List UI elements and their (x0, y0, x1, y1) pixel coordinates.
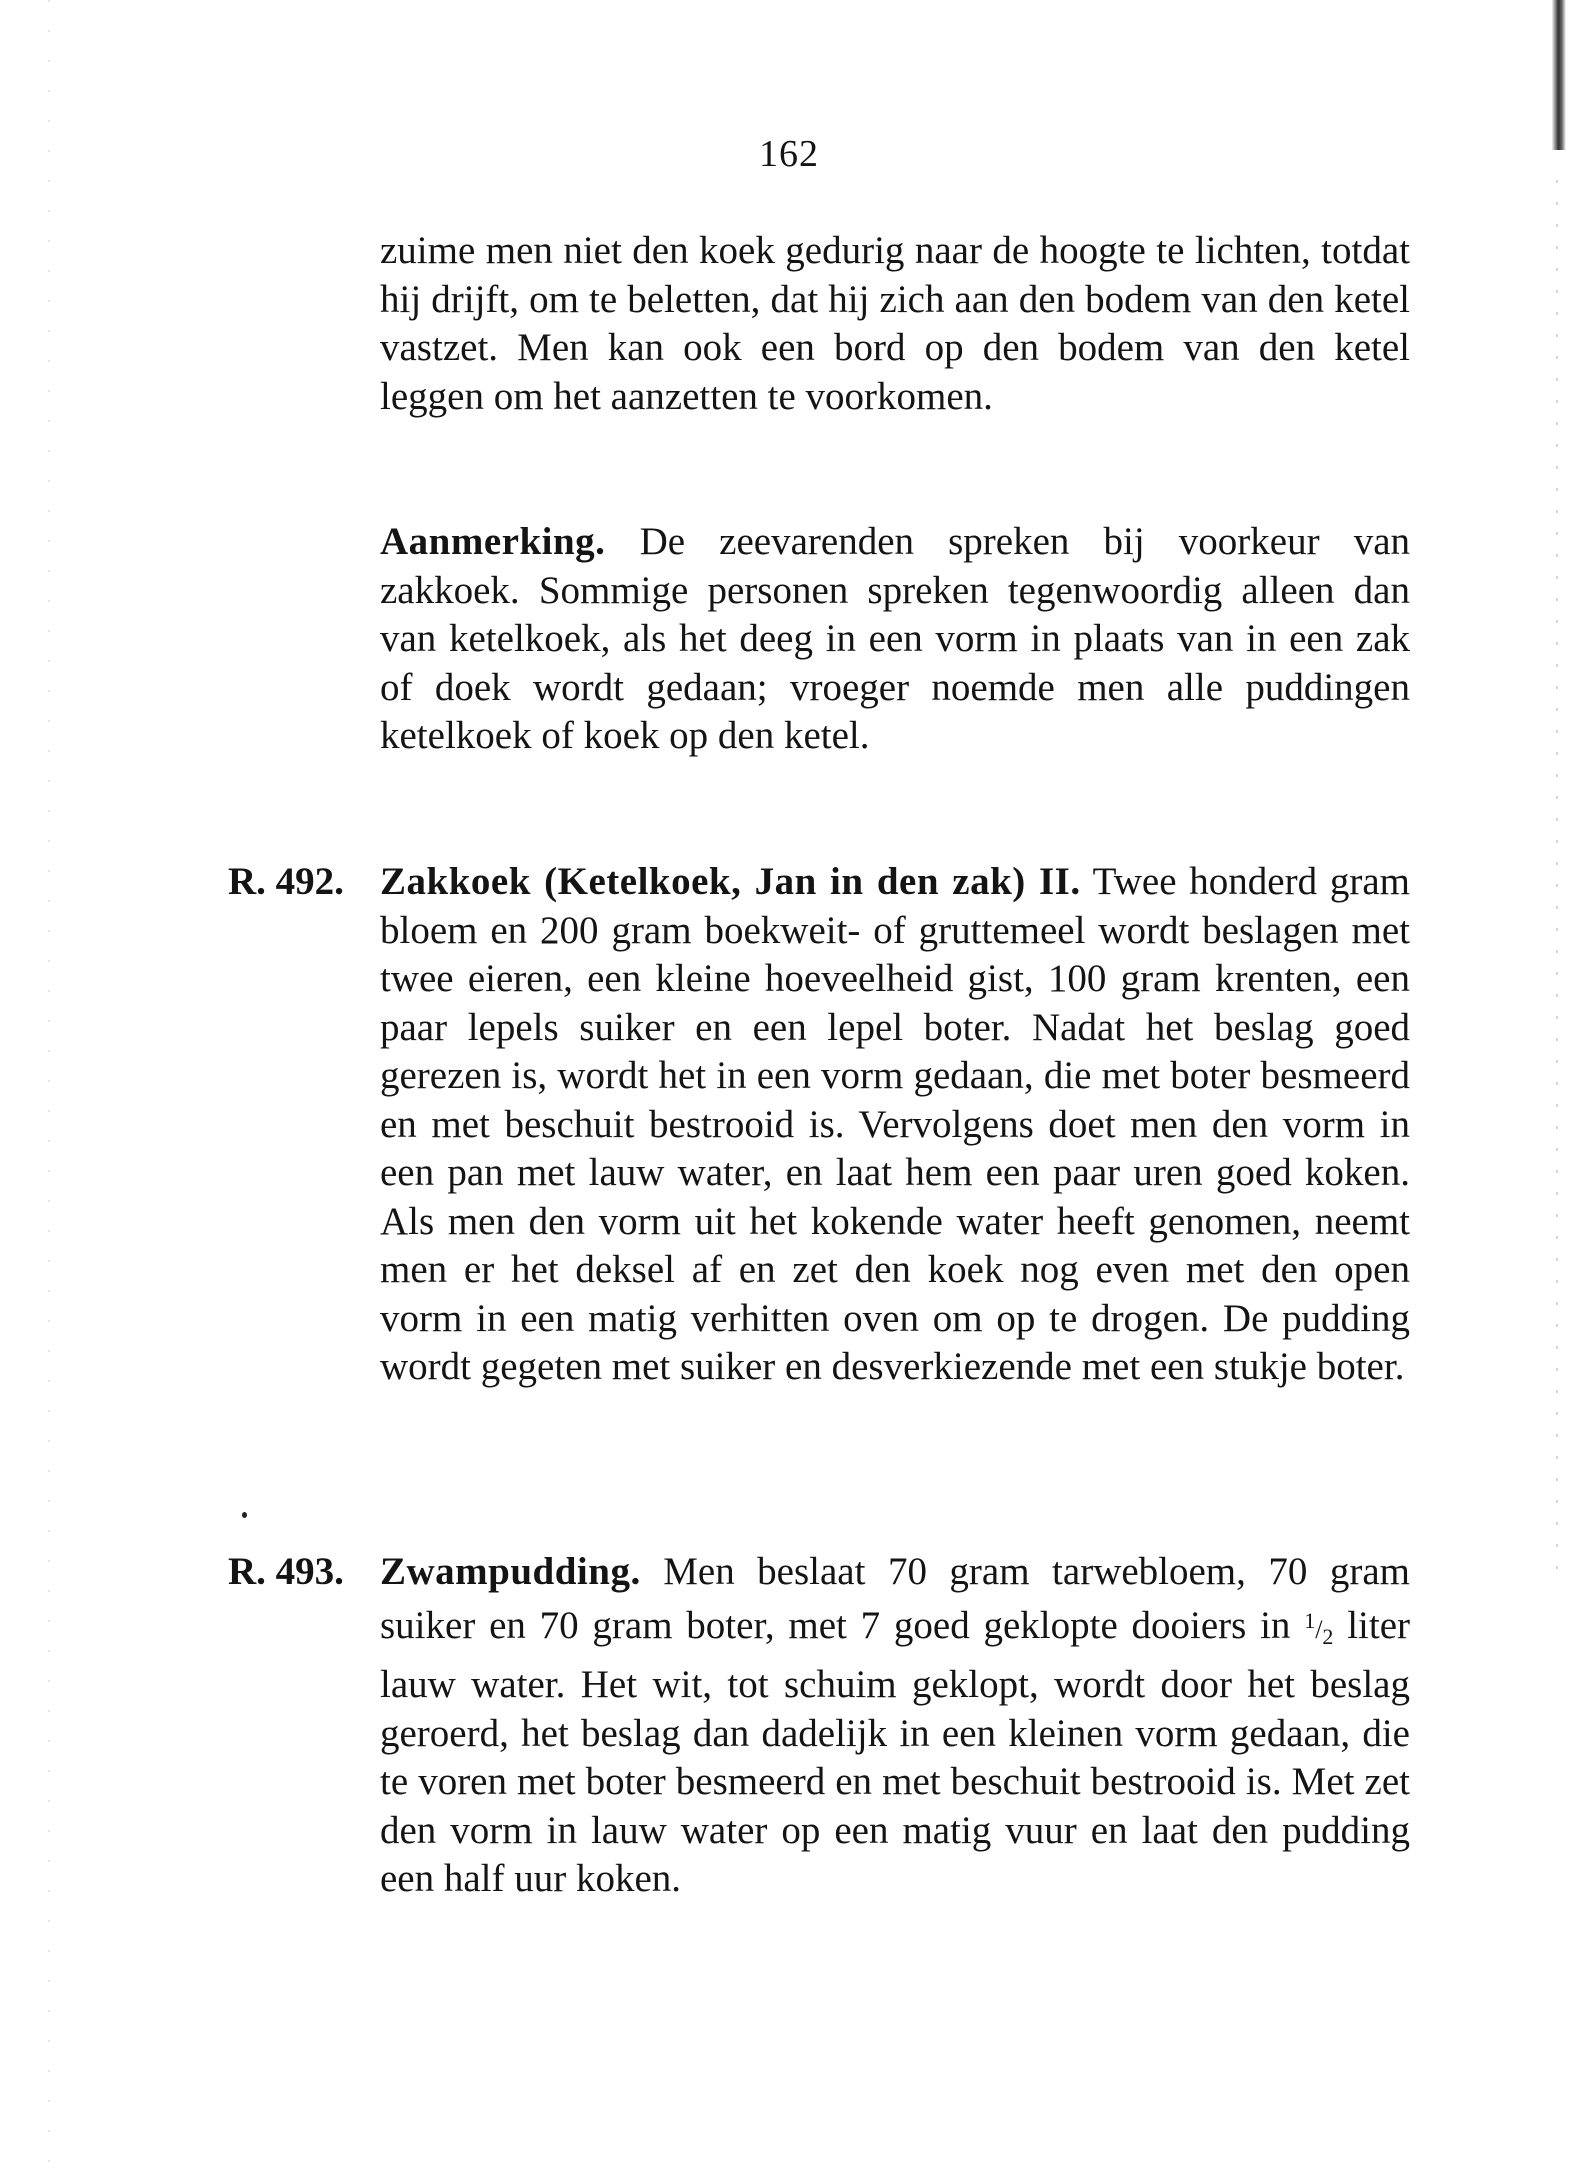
recipe-number: R. 493. (228, 1550, 344, 1593)
note-paragraph (380, 518, 1410, 761)
recipe-text-before: Men beslaat 70 gram tarwebloem, 70 gram suiker en 70 gram boter, met 7 goed geklopte dooiers in (380, 1550, 1411, 1647)
recipe-number: R. 492. (228, 860, 344, 903)
recipe-paragraph (380, 1548, 1410, 1904)
recipe-text-after: liter lauw water. Het wit, tot schuim geklopt, wordt door het beslag geroerd, het beslag dan dadelijk in een kleinen vorm gedaan, die te voren met boter besmeerd en met beschuit bestrooid is. Met zet den vorm in lauw water op een matig vuur en laat den pudding een half uur koken. (380, 1603, 1410, 1900)
note-text: De zeevarenden spreken bij voorkeur van zakkoek. Sommige personen spreken tegenwoordig alleen dan van ketelkoek, als het deeg in een vorm in plaats van in een zak of doek wordt gedaan; vroeger noemde men alle puddingen ketelkoek of koek op den ketel. (380, 520, 1411, 757)
scan-edge-right (1556, 180, 1558, 1580)
recipe-title: Zwampudding. (380, 1550, 641, 1593)
note-label: Aanmerking. (380, 520, 606, 563)
recipe-paragraph (380, 858, 1410, 1392)
page-number: 162 (759, 133, 819, 175)
continuation-paragraph: zuime men niet den koek gedurig naar de hoogte te lichten, totdat hij drijft, om te beletten, dat hij zich aan den bodem van den ketel vastzet. Men kan ook een bord op den bodem van den ketel leggen om het aanzetten te voorkomen. (380, 229, 1410, 418)
recipe-title: Zakkoek (Ketelkoek, Jan in den zak) II. (380, 860, 1081, 903)
fraction-denominator: 2 (1322, 1623, 1334, 1649)
recipe-text: Twee honderd gram bloem en 200 gram boekweit- of gruttemeel wordt beslagen met twee eieren, een kleine hoeveelheid gist, 100 gram krenten, een paar lepels suiker en een lepel boter. Nadat het beslag goed gerezen is, wordt het in een vorm gedaan, die met boter besmeerd en met beschuit bestrooid is. Vervolgens doet men den vorm in een pan met lauw water, en laat hem een paar uren goed koken. Als men den vorm uit het kokende water heeft genomen, neemt men er het deksel af en zet den koek nog even met den open vorm in een matig verhitten oven om op te drogen. De pudding wordt gegeten met suiker en desverkiezende met een stukje boter. (380, 860, 1410, 1388)
stray-dot (242, 1512, 247, 1518)
half-fraction: $^1/_2$ (1304, 1607, 1334, 1649)
fraction-numerator: 1 (1304, 1607, 1316, 1633)
scan-edge-mark (1552, 0, 1566, 150)
scan-edge-left (48, 0, 50, 2177)
